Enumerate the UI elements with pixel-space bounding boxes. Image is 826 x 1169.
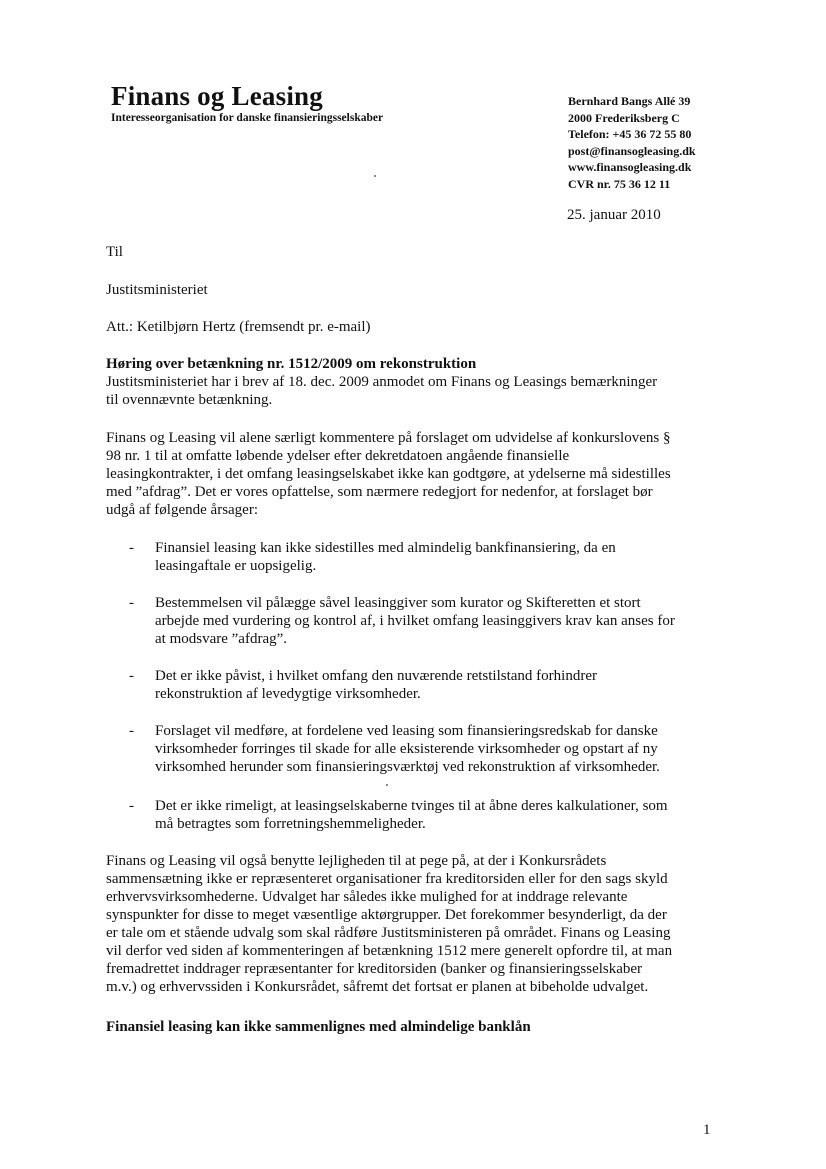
subject-block	[106, 355, 746, 409]
scan-speck	[374, 175, 376, 177]
bullet-line: leasingaftale er uopsigelig.	[155, 558, 317, 574]
organization-name: Finans og Leasing	[111, 81, 323, 111]
bullet-line: at modsvare ”afdrag”.	[155, 631, 288, 647]
paragraph-line: sammensætning ikke er repræsenteret organisationer fra kreditorsiden eller for den sags skyld	[106, 871, 668, 887]
paragraph-line: fremadrettet inddrager repræsentanter for kreditorsiden (banker og finansieringsselskaber	[106, 961, 643, 977]
section-heading: Finansiel leasing kan ikke sammenlignes med almindelige banklån	[106, 1019, 531, 1035]
bullet-text	[155, 539, 616, 575]
bullet-text	[155, 797, 668, 833]
bullet-dash: -	[129, 668, 134, 684]
bullet-text	[155, 667, 597, 703]
paragraph-intro	[106, 429, 746, 519]
bullet-line: Bestemmelsen vil pålægge såvel leasinggiver som kurator og Skifteretten et stort	[155, 595, 641, 611]
bullet-dash: -	[129, 540, 134, 556]
paragraph-line: leasingkontrakter, i det omfang leasingselskabet ikke kan godtgøre, at ydelserne må sidestilles	[106, 466, 671, 482]
address-city: 2000 Frederiksberg C	[568, 110, 680, 125]
letter-date: 25. januar 2010	[567, 207, 661, 223]
paragraph-line: 98 nr. 1 til at omfatte løbende ydelser efter dekretdatoen angående finansielle	[106, 448, 570, 464]
address-phone: Telefon: +45 36 72 55 80	[568, 127, 692, 141]
bullet-line: virksomhed herunder som finansieringsværktøj ved rekonstruktion af virksomheder.	[155, 759, 660, 775]
paragraph-konkursraad	[106, 852, 746, 996]
paragraph-line: Finans og Leasing vil alene særligt kommentere på forslaget om udvidelse af konkurslovens §	[106, 430, 671, 446]
bullet-line: må betragtes som forretningshemmeligheder.	[155, 816, 426, 832]
paragraph-line: synspunkter for disse to meget væsentlige aktørgrupper. Det forekommer besynderligt, da der	[106, 907, 667, 923]
bullet-line: virksomheder forringes til skade for alle eksisterende virksomheder og opstart af ny	[155, 741, 658, 757]
address-cvr: CVR nr. 75 36 12 11	[568, 176, 671, 191]
bullet-text	[155, 722, 660, 776]
bullet-line: Det er ikke rimeligt, at leasingselskaberne tvinges til at åbne deres kalkulationer, som	[155, 798, 668, 814]
paragraph-line: erhvervsvirksomhederne. Udvalget har således ikke mulighed for at inddrage relevante	[106, 889, 628, 905]
subject-intro-line: til ovennævnte betænkning.	[106, 392, 273, 408]
address-website: www.finansogleasing.dk	[568, 160, 692, 174]
bullet-line: Finansiel leasing kan ikke sidestilles med almindelig bankfinansiering, da en	[155, 540, 616, 556]
bullet-dash: -	[129, 723, 134, 739]
recipient-to-label: Til	[106, 244, 123, 260]
sender-address-block	[568, 93, 696, 192]
subject-intro-line: Justitsministeriet har i brev af 18. dec. 2009 anmodet om Finans og Leasings bemærkninger	[106, 374, 658, 390]
recipient-attention: Att.: Ketilbjørn Hertz (fremsendt pr. e-mail)	[106, 319, 371, 335]
bullet-line: rekonstruktion af levedygtige virksomheder.	[155, 686, 421, 702]
bullet-line: arbejde med vurdering og kontrol af, i hvilket omfang leasinggivers krav kan anses for	[155, 613, 675, 629]
paragraph-line: udgå af følgende årsager:	[106, 502, 259, 518]
paragraph-line: er tale om et stående udvalg som skal rådføre Justitsministeren på området. Finans og Leasing	[106, 925, 671, 941]
subject-heading: Høring over betænkning nr. 1512/2009 om rekonstruktion	[106, 356, 477, 372]
address-street: Bernhard Bangs Allé 39	[568, 94, 691, 108]
bullet-text	[155, 594, 675, 648]
recipient-name: Justitsministeriet	[106, 282, 208, 298]
page-number: 1	[703, 1122, 711, 1138]
scan-speck	[386, 784, 388, 786]
bullet-line: Det er ikke påvist, i hvilket omfang den nuværende retstilstand forhindrer	[155, 668, 597, 684]
paragraph-line: vil derfor ved siden af kommenteringen af betænkning 1512 mere generelt opfordre til, at man	[106, 943, 673, 959]
address-email: post@finansogleasing.dk	[568, 143, 696, 158]
bullet-dash: -	[129, 595, 134, 611]
bullet-line: Forslaget vil medføre, at fordelene ved leasing som finansieringsredskab for danske	[155, 723, 658, 739]
organization-tagline: Interesseorganisation for danske finansieringsselskaber	[111, 112, 384, 124]
paragraph-line: m.v.) og erhvervssiden i Konkursrådet, såfremt det fortsat er planen at bibeholde udvalget.	[106, 979, 649, 995]
bullet-dash: -	[129, 798, 134, 814]
paragraph-line: Finans og Leasing vil også benytte lejligheden til at pege på, at der i Konkursrådets	[106, 853, 607, 869]
paragraph-line: med ”afdrag”. Det er vores opfattelse, som nærmere redegjort for nedenfor, at forslaget bør	[106, 484, 653, 500]
